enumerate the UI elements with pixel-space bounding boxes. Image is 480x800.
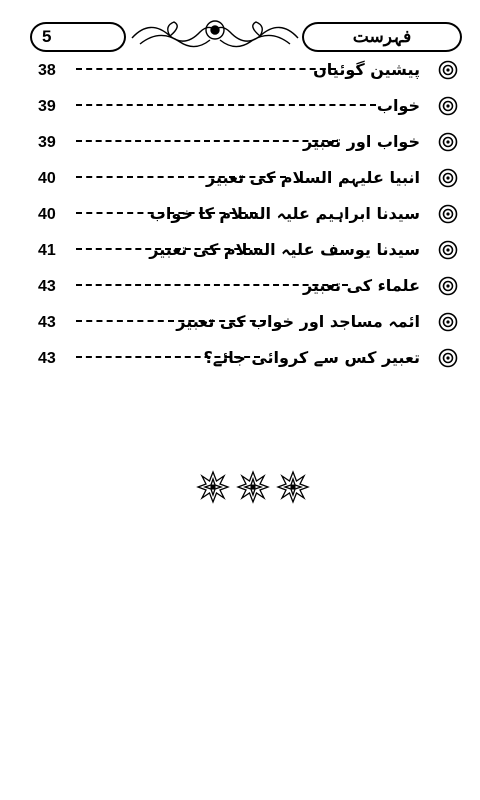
toc-row[interactable] (38, 130, 458, 166)
eight-point-star-icon (196, 470, 230, 504)
eight-point-star-icon (236, 470, 270, 504)
dot-leader (76, 104, 376, 106)
rosette-bullet-icon (438, 168, 458, 188)
toc-page-number: 39 (38, 98, 56, 115)
contents-title-box (302, 22, 462, 52)
page-number: 5 (42, 27, 52, 46)
toc-page-number: 40 (38, 170, 56, 187)
toc-row[interactable] (38, 310, 458, 346)
rosette-bullet-icon (438, 312, 458, 332)
toc-row[interactable] (38, 346, 458, 382)
rosette-bullet-icon (438, 240, 458, 260)
page-header (30, 8, 462, 56)
toc-page-number: 43 (38, 314, 56, 331)
rosette-bullet-icon (438, 276, 458, 296)
toc-page-number: 40 (38, 206, 56, 223)
toc-row[interactable] (38, 202, 458, 238)
toc-row[interactable] (38, 94, 458, 130)
toc-entry-title: پیشین گوئیاں (313, 60, 420, 79)
toc-row[interactable] (38, 166, 458, 202)
toc-entry-title: تعبیر کس سے کروائی جائے؟ (203, 348, 420, 367)
toc-entry-title: خواب (376, 96, 420, 115)
toc-page-number: 43 (38, 350, 56, 367)
page-title: فہرست (352, 27, 412, 47)
toc-entry-title: ائمہ مساجد اور خواب کی تعبیر (176, 312, 420, 331)
rosette-bullet-icon (438, 204, 458, 224)
rosette-bullet-icon (438, 132, 458, 152)
eight-point-star-icon (276, 470, 310, 504)
toc-entry-title: خواب اور تعبیر (303, 132, 420, 151)
toc-entry-title: علماء کی تعبیر (302, 276, 420, 295)
toc-row[interactable] (38, 238, 458, 274)
toc-row[interactable] (38, 58, 458, 94)
toc-page-number: 38 (38, 62, 56, 79)
toc-entry-title: سیدنا یوسف علیہ السلام کی تعبیر (149, 240, 420, 259)
rosette-bullet-icon (438, 96, 458, 116)
rosette-bullet-icon (438, 348, 458, 368)
dot-leader (76, 140, 338, 142)
toc-entry-title: انبیا علیہم السلام کی تعبیر (206, 168, 420, 187)
toc-page-number: 43 (38, 278, 56, 295)
toc-page-number: 39 (38, 134, 56, 151)
page-number-box (30, 22, 126, 52)
rosette-bullet-icon (438, 60, 458, 80)
toc-page-number: 41 (38, 242, 56, 259)
floral-scroll-ornament-icon (130, 8, 300, 54)
decorative-divider (196, 470, 316, 510)
toc-row[interactable] (38, 274, 458, 310)
dot-leader (76, 68, 336, 70)
toc-entry-title: سیدنا ابراہیم علیہ السلام کا خواب (149, 204, 420, 223)
